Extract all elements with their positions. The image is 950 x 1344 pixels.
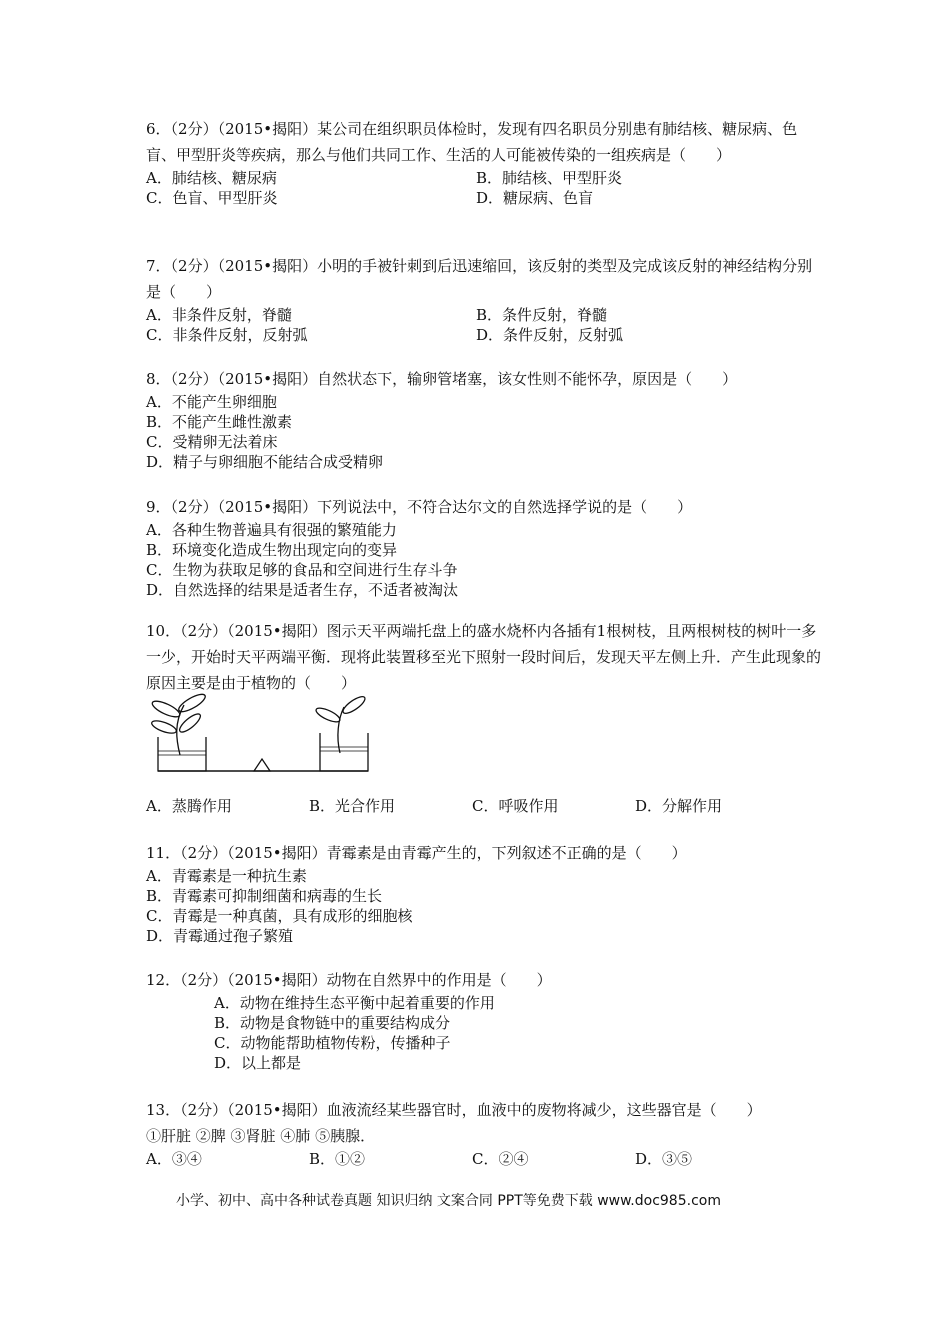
option-d: D．自然选择的结果是适者生存，不适者被淘汰 bbox=[146, 581, 459, 599]
question-10 bbox=[146, 618, 826, 696]
option-d: D．糖尿病、色盲 bbox=[476, 189, 594, 207]
option-c: C．动物能帮助植物传粉，传播种子 bbox=[214, 1034, 451, 1052]
question-7 bbox=[146, 253, 826, 345]
option-a: A．蒸腾作用 bbox=[146, 797, 232, 815]
question-stem: 13．（2分）（2015•揭阳）血液流经某些器官时，血液中的废物将减少，这些器官是（ ） bbox=[146, 1101, 762, 1119]
question-stem: 9．（2分）（2015•揭阳）下列说法中，不符合达尔文的自然选择学说的是（ ） bbox=[146, 498, 693, 516]
left-water bbox=[158, 751, 206, 755]
options bbox=[146, 168, 826, 208]
question-9 bbox=[146, 494, 826, 600]
option-a: A．各种生物普遍具有很强的繁殖能力 bbox=[146, 521, 397, 539]
option-b: B．条件反射，脊髓 bbox=[476, 306, 608, 324]
options bbox=[146, 520, 826, 600]
balance-figure bbox=[146, 693, 406, 773]
question-stem: 6．（2分）（2015•揭阳）某公司在组织职员体检时，发现有四名职员分别患有肺结核、糖尿病、色盲、甲型肝炎等疾病，那么与他们共同工作、生活的人可能被传染的一组疾病是（ ） bbox=[146, 120, 798, 164]
page-footer: 小学、初中、高中各种试卷真题 知识归纳 文案合同 PPT等免费下载 www.doc985.com bbox=[176, 1193, 721, 1209]
option-d: D．精子与卵细胞不能结合成受精卵 bbox=[146, 453, 384, 471]
left-leaf-3 bbox=[150, 718, 178, 735]
options bbox=[146, 796, 826, 816]
question-11 bbox=[146, 840, 826, 946]
option-a: A．不能产生卵细胞 bbox=[146, 393, 277, 411]
options bbox=[146, 993, 826, 1073]
question-stem: 8．（2分）（2015•揭阳）自然状态下，输卵管堵塞，该女性则不能怀孕，原因是（ ） bbox=[146, 370, 738, 388]
question-8 bbox=[146, 366, 826, 472]
option-a: A．青霉素是一种抗生素 bbox=[146, 867, 307, 885]
question-stem: 12．（2分）（2015•揭阳）动物在自然界中的作用是（ ） bbox=[146, 971, 552, 989]
question-stem: 7．（2分）（2015•揭阳）小明的手被针刺到后迅速缩回，该反射的类型及完成该反射的神经结构分别是（ ） bbox=[146, 257, 813, 301]
option-b: B．肺结核、甲型肝炎 bbox=[476, 169, 623, 187]
option-c: C．生物为获取足够的食品和空间进行生存斗争 bbox=[146, 561, 458, 579]
option-b: B．①② bbox=[309, 1150, 366, 1168]
option-c: C．青霉是一种真菌，具有成形的细胞核 bbox=[146, 907, 413, 925]
question-6 bbox=[146, 116, 826, 208]
option-b: B．动物是食物链中的重要结构成分 bbox=[214, 1014, 451, 1032]
option-c: C．色盲、甲型肝炎 bbox=[146, 189, 278, 207]
question-13 bbox=[146, 1097, 826, 1169]
options bbox=[146, 392, 826, 472]
question-stem: 10．（2分）（2015•揭阳）图示天平两端托盘上的盛水烧杯内各插有1根树枝，且两根树枝的树叶一多一少，开始时天平两端平衡．现将此装置移至光下照射一段时间后，发现天平左侧上升．产生此现象的原因主要是由于植物的（ ） bbox=[146, 622, 822, 692]
right-branch-stem bbox=[338, 707, 344, 753]
option-d: D．条件反射，反射弧 bbox=[476, 326, 624, 344]
option-a: A．动物在维持生态平衡中起着重要的作用 bbox=[214, 994, 495, 1012]
options bbox=[146, 305, 826, 345]
options bbox=[146, 1149, 826, 1169]
option-c: C．②④ bbox=[472, 1150, 529, 1168]
option-d: D．③⑤ bbox=[635, 1150, 693, 1168]
left-leaf-4 bbox=[177, 711, 203, 735]
option-c: C．呼吸作用 bbox=[472, 797, 559, 815]
question-12 bbox=[146, 967, 826, 1073]
option-b: B．环境变化造成生物出现定向的变异 bbox=[146, 541, 398, 559]
left-branch-stem bbox=[177, 705, 184, 755]
question-10-options bbox=[146, 796, 826, 816]
right-beaker bbox=[320, 733, 368, 771]
question-stem: 11．（2分）（2015•揭阳）青霉素是由青霉产生的，下列叙述不正确的是（ ） bbox=[146, 844, 687, 862]
option-b: B．光合作用 bbox=[309, 797, 396, 815]
left-leaf-2 bbox=[177, 693, 208, 715]
option-c: C．受精卵无法着床 bbox=[146, 433, 278, 451]
question-items: ①肝脏 ②脾 ③肾脏 ④肺 ⑤胰腺． bbox=[146, 1127, 376, 1145]
right-water bbox=[320, 747, 368, 751]
option-a: A．③④ bbox=[146, 1150, 202, 1168]
options bbox=[146, 866, 826, 946]
option-d: D．分解作用 bbox=[635, 797, 723, 815]
fulcrum bbox=[254, 759, 270, 771]
left-beaker bbox=[158, 737, 206, 771]
option-c: C．非条件反射，反射弧 bbox=[146, 326, 308, 344]
option-b: B．不能产生雌性激素 bbox=[146, 413, 293, 431]
option-a: A．非条件反射，脊髓 bbox=[146, 306, 292, 324]
option-d: D．青霉通过孢子繁殖 bbox=[146, 927, 294, 945]
right-leaf-1 bbox=[314, 705, 341, 724]
option-a: A．肺结核、糖尿病 bbox=[146, 169, 277, 187]
left-leaf-1 bbox=[150, 698, 181, 720]
option-d: D．以上都是 bbox=[214, 1054, 302, 1072]
right-leaf-2 bbox=[341, 694, 367, 716]
option-b: B．青霉素可抑制细菌和病毒的生长 bbox=[146, 887, 383, 905]
